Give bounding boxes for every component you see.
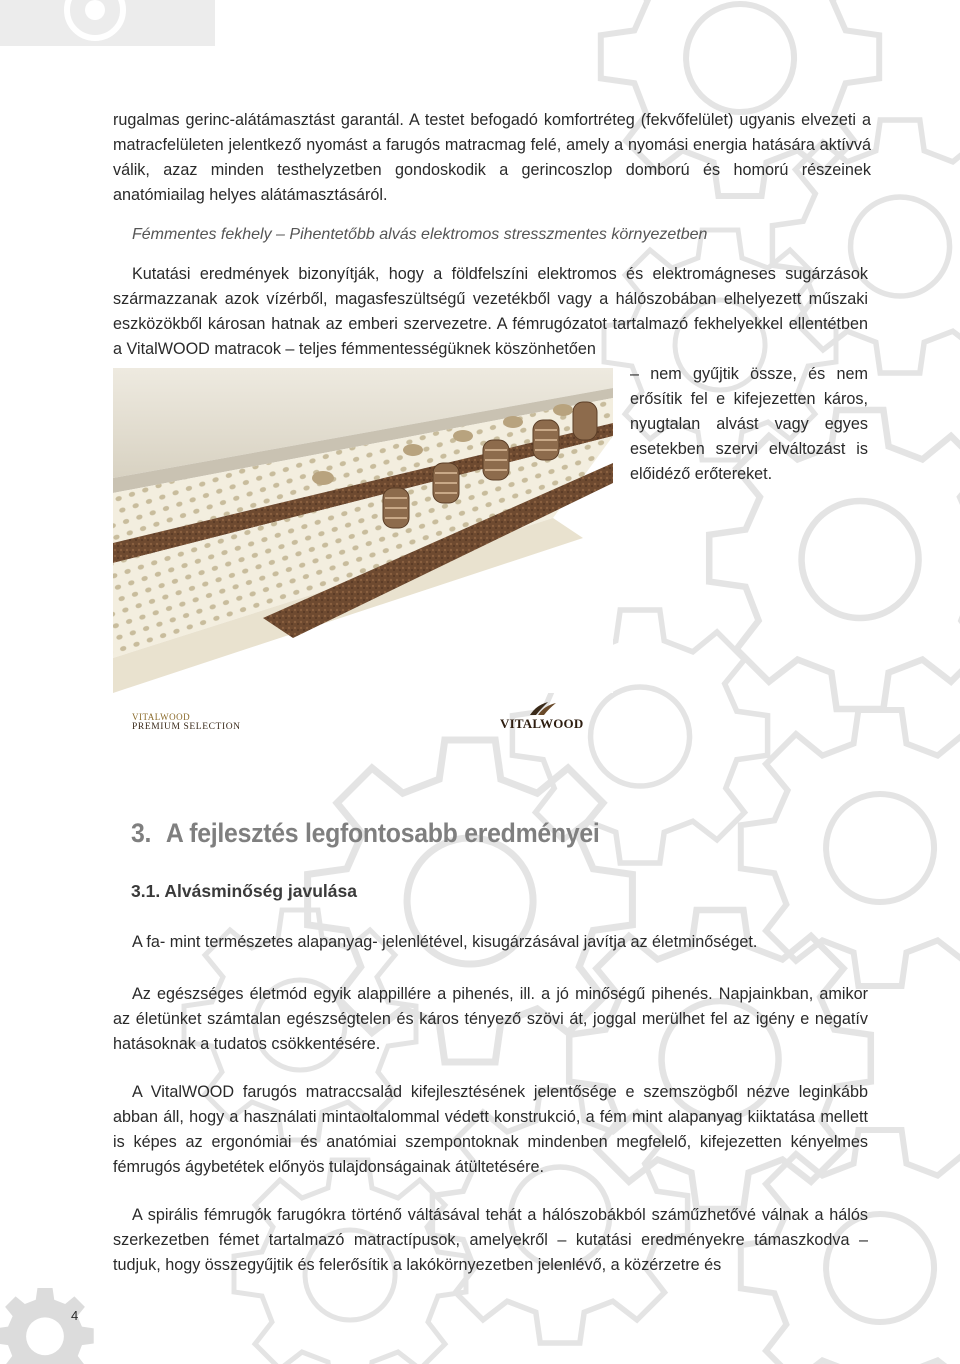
- logo-line2: PREMIUM SELECTION: [132, 722, 241, 732]
- vitalwood-premium-logo: [132, 712, 241, 733]
- header-corner-block: [0, 0, 215, 46]
- body-paragraph-3: A VitalWOOD farugós matraccsalád kifejlesztésének jelentősége e szemszögből nézve leginkább abban áll, hogy a használati mintaoltalommal védett konstrukció, a fém mint alapanyag kiiktatása mellett is képes az ergonómiai és anatómiai szempontoknak mindenben megfelelő, kifejezetten kényelmes fémrugós ágybetétek előnyös tulajdonságainak átültetésére.: [113, 1083, 868, 1176]
- page-number: 4: [71, 1308, 79, 1323]
- body-paragraph-1: A fa- mint természetes alapanyag- jelenlétével, kisugárzásával javítja az életminőséget.: [132, 933, 758, 951]
- leaf-mark-icon: [528, 702, 558, 716]
- body-paragraph-2: Az egészséges életmód egyik alappillére a pihenés, ill. a jó minőségű pihenés. Napjainkban, amikor az életünket számtalan egészségtelen és káros tényező szövi át, joggal merülhet fel az igény e negatív hatásoknak a tudatos csökkentésére.: [113, 985, 868, 1053]
- intro-paragraph: rugalmas gerinc-alátámasztást garantál. A testet befogadó komfortréteg (fekvőfelület) ugyanis elvezeti a matracfelületen jelentkező nyomást a farugós matracmag felé, amely a nyomási energia hatására aktívvá válik, azaz minden testhelyzetben gondoskodik a gerincoszlop domború és homorú részeinek anatómiailag helyes alátámasztásáról.: [113, 111, 871, 204]
- section-title: A fejlesztés legfontosabb eredményei: [165, 818, 600, 848]
- logo-wordmark: VITALWOOD: [500, 716, 584, 731]
- research-paragraph: Kutatási eredmények bizonyítják, hogy a földfelszíni elektromos és elektromágneses sugárzások származzanak azok vízérből, magasfeszültségű vezetékből vagy a hálószobában elhelyezett műszaki eszközökből károsan hatnak az emberi szervezetre. A fémrugózatot tartalmazó fekhelyekkel ellentétben a VitalWOOD matracok – teljes fémmentességüknek köszönhetően: [113, 265, 868, 358]
- italic-subheading: Fémmentes fekhely – Pihentetőbb alvás elektromos stresszmentes környezetben: [132, 226, 708, 243]
- research-wrap-text: – nem gyűjtik össze, és nem erősítik fel e kifejezetten káros, nyugtalan alvást vagy egyes esetekben szervi elváltozást is előidéző erőtereket.: [630, 365, 868, 483]
- logo-line1: VITALWOOD: [132, 712, 191, 722]
- body-paragraph-4: A spirális fémrugók farugókra történő váltásával tehát a hálószobákból száműzhetővé válnak a hálós szerkezetben fémet tartalmazó matractípusok, amelyekről – kutatási eredményekre támaszkodva – tudjuk, hogy összegyűjtik és felerősítik a lakókörnyezetben jelenlévő, a közérzetre és: [113, 1206, 868, 1274]
- section-number: 3.: [131, 818, 152, 848]
- section-heading: [131, 818, 600, 849]
- subsection-heading: 3.1. Alvásminőség javulása: [131, 881, 357, 901]
- corner-gear-icon: [0, 0, 215, 46]
- vitalwood-logo: [500, 702, 582, 736]
- mattress-cross-section-image: [113, 368, 613, 693]
